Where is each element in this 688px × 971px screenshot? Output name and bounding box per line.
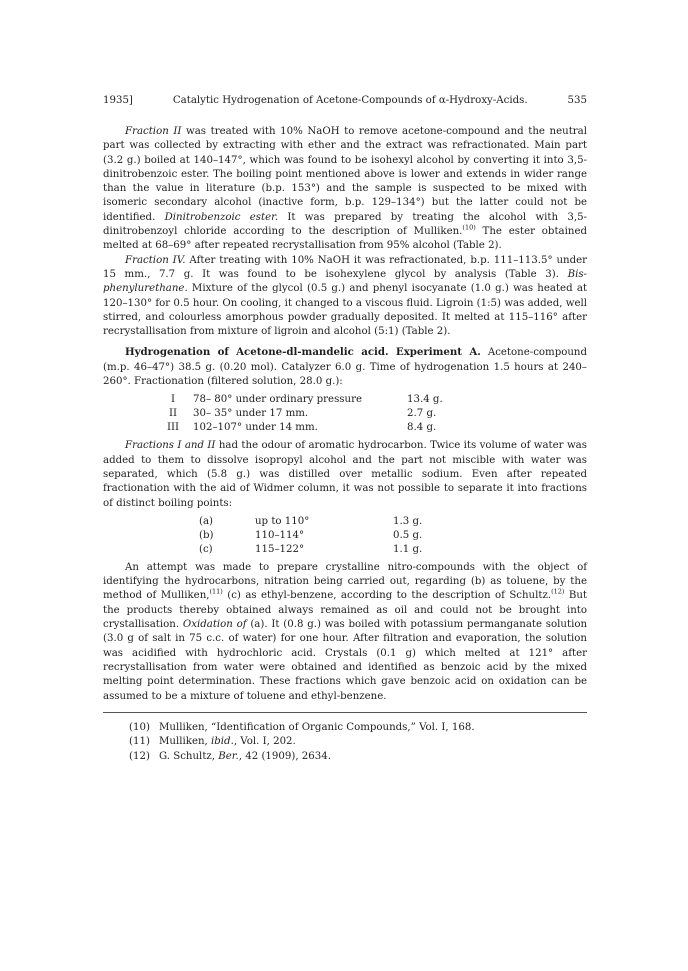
boiling-range: up to 110° bbox=[255, 515, 310, 527]
table-row bbox=[161, 421, 467, 435]
fraction-number: III bbox=[166, 422, 180, 434]
footnote-text: Mulliken, bbox=[159, 736, 212, 748]
sample-amount: 1.3 g. bbox=[393, 515, 423, 527]
paragraph-lead: Fraction IV. bbox=[125, 254, 186, 266]
boiling-point-table bbox=[199, 515, 422, 557]
table-row bbox=[161, 393, 467, 407]
fraction-amount: 2.7 g. bbox=[407, 408, 437, 420]
footnote bbox=[129, 750, 587, 765]
paragraph-lead: Fractions I and II bbox=[125, 440, 216, 452]
paragraph-text: had the odour of aromatic hydrocarbon. Twice its volume of water was added to them to dissolve isopropyl alcohol and the part not miscible with water was separated, which (5.8 g.) was distilled over metallic sodium. Even after repeated fractionation with the aid of Widmer column, it was not possible to separate it into fractions of distinct boiling points: bbox=[103, 440, 587, 509]
fraction-condition: 78– 80° under ordinary pressure bbox=[193, 394, 362, 406]
footnote-text: , 42 (1909), 2634. bbox=[238, 750, 331, 762]
article-body bbox=[103, 125, 587, 764]
fraction-amount: 8.4 g. bbox=[407, 422, 437, 434]
subheading: Oxidation of bbox=[182, 619, 247, 631]
paragraph-text: (c) as ethyl-benzene, according to the description of Schultz. bbox=[222, 590, 552, 602]
running-header bbox=[103, 94, 587, 108]
paragraph-text: (a). It (0.8 g.) was boiled with potassium permanganate solution (3.0 g of salt in 75 c.c. of water) for one hour. After filtration and evaporation, the solution was acidified with hydrochloric acid. Crystals (0.1 g) which melted at 121° after recrystallisation from water were obtained and identified as benzoic acid by the mixed melting point determination. These fractions which gave benzoic acid on oxidation can be assumed to be a mixture of toluene and ethyl-benzene. bbox=[103, 619, 588, 702]
paragraph-text: But the products thereby obtained always remained as oil and could not be brought into crystallisation. bbox=[103, 590, 587, 631]
sample-label: (a) bbox=[199, 515, 214, 527]
footnotes bbox=[129, 721, 587, 765]
section-heading: Hydrogenation of Acetone-dl-mandelic acid. Experiment A. bbox=[125, 346, 481, 359]
sample-label: (b) bbox=[199, 529, 214, 541]
footnote-number: (12) bbox=[129, 750, 150, 762]
reference-mark: (11) bbox=[209, 588, 223, 597]
paragraph-text: was treated with 10% NaOH to remove acetone-compound and the neutral part was collected by extracting with ether and the extract was refractionated. Main part (3.2 g.) boiled at 140–147°, which was found to be isohexyl alcohol by converting it into 3,5-dinitrobenzoic ester. The boiling point mentioned above is lower and extends in wider range than the value in literature (b.p. 153°) and the sample is suspected to be mixed with isomeric secondary alcohol (inactive form, b.p. 129–134°) but the latter could not be identified. bbox=[103, 126, 587, 223]
reference-mark: (12) bbox=[551, 588, 565, 597]
fraction-number: I bbox=[170, 394, 176, 406]
fraction-condition: 30– 35° under 17 mm. bbox=[193, 408, 309, 420]
subheading: Dinitrobenzoic ester. bbox=[164, 211, 279, 223]
table-row bbox=[199, 543, 422, 557]
table-row bbox=[199, 515, 422, 529]
paragraph-experiment-a bbox=[103, 345, 587, 389]
page-number: 535 bbox=[567, 95, 587, 106]
footnote-text: , Vol. I, 202. bbox=[233, 736, 296, 748]
fractionation-table bbox=[161, 393, 467, 435]
sample-amount: 0.5 g. bbox=[393, 529, 423, 541]
sample-amount: 1.1 g. bbox=[393, 543, 423, 555]
fraction-number: II bbox=[168, 408, 178, 420]
reference-mark: (10) bbox=[462, 223, 476, 232]
paragraph-text: An attempt was made to prepare crystalline nitro-compounds with the object of identifying the hydrocarbons, nitration being carried out, regarding (b) as toluene, by the method of Mulliken, bbox=[103, 561, 587, 602]
sample-label: (c) bbox=[199, 543, 213, 555]
subheading: Bis-phenylurethane. bbox=[103, 268, 587, 295]
table-row bbox=[161, 407, 467, 421]
footnote-text: G. Schultz, bbox=[159, 750, 219, 762]
paragraph-lead: Fraction II bbox=[125, 126, 182, 137]
paragraph-text: Acetone-compound (m.p. 46–47°) 38.5 g. (0.20 mol). Catalyzer 6.0 g. Time of hydrogenation 1.5 hours at 240–260°. Fractionation (filtered solution, 28.0 g.): bbox=[103, 347, 587, 388]
footnote-divider bbox=[103, 712, 587, 713]
header-title: Catalytic Hydrogenation of Acetone-Compounds of α-Hydroxy-Acids. bbox=[172, 95, 528, 106]
footnote-italic: ibid. bbox=[211, 736, 234, 748]
boiling-range: 110–114° bbox=[255, 529, 305, 541]
footnote bbox=[129, 721, 587, 736]
paragraph-fractions-i-ii bbox=[103, 439, 587, 510]
footnote bbox=[129, 735, 587, 750]
paragraph-fraction-ii bbox=[103, 125, 587, 254]
paragraph-text: The ester obtained melted at 68–69° after repeated recrystallisation from 95% alcohol (Table 2). bbox=[103, 226, 587, 252]
paragraph-nitration bbox=[103, 561, 587, 704]
footnote-number: (11) bbox=[129, 736, 150, 748]
footnote-text: Mulliken, “Identification of Organic Compounds,” Vol. I, 168. bbox=[159, 721, 475, 733]
paragraph-text: Mixture of the glycol (0.5 g.) and phenyl isocyanate (1.0 g.) was heated at 120–130° for 0.5 hour. On cooling, it changed to a viscous fluid. Ligroin (1:5) was added, well stirred, and colourless amorphous powder gradually deposited. It melted at 115–116° after recrystallisation from mixture of ligroin and alcohol (5:1) (Table 2). bbox=[103, 283, 587, 338]
paragraph-text: After treating with 10% NaOH it was refractionated, b.p. 111–113.5° under 15 mm., 7.7 g. It was found to be isohexylene glycol by analysis (Table 3). bbox=[103, 254, 587, 280]
boiling-range: 115–122° bbox=[255, 543, 305, 555]
header-year: 1935] bbox=[103, 95, 133, 106]
paragraph-fraction-iv bbox=[103, 254, 587, 340]
table-row bbox=[199, 529, 422, 543]
paragraph-text: It was prepared by treating the alcohol with 3,5-dinitrobenzoyl chloride according to the description of Mulliken. bbox=[103, 211, 587, 238]
fraction-condition: 102–107° under 14 mm. bbox=[193, 422, 318, 434]
fraction-amount: 13.4 g. bbox=[407, 394, 443, 406]
footnote-italic: Ber. bbox=[218, 750, 239, 762]
footnote-number: (10) bbox=[129, 721, 150, 733]
